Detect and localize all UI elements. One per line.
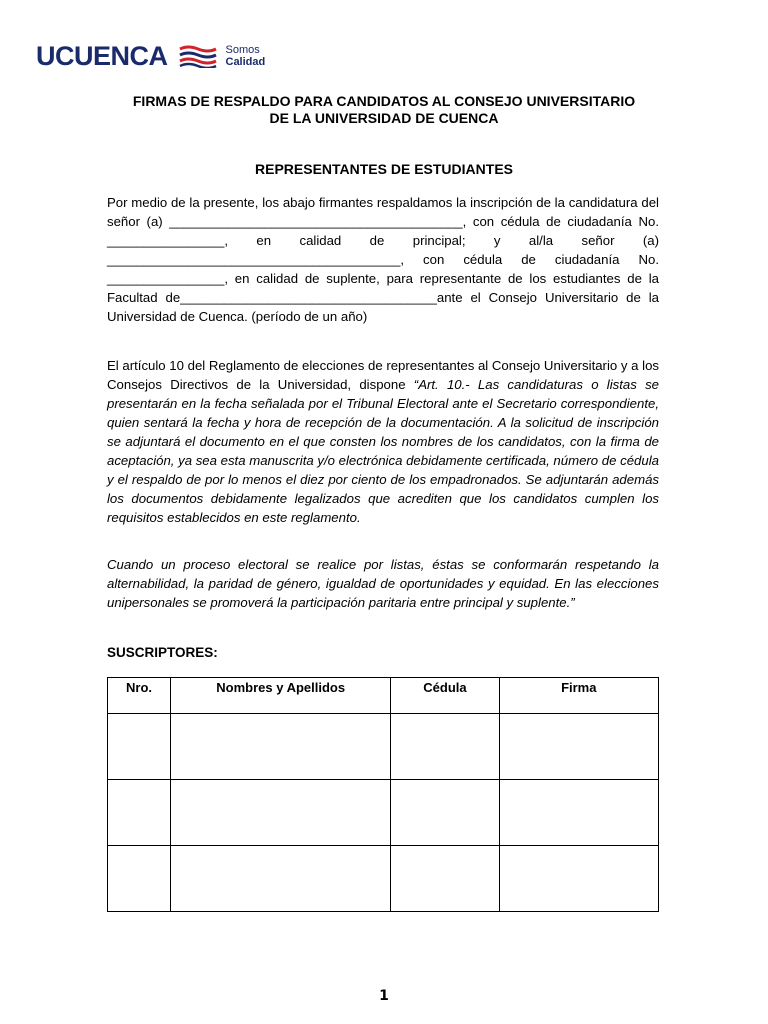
regulation-quote-continued: Cuando un proceso electoral se realice por listas, éstas se conformarán respetando la alternabilidad, la paridad de género, igualdad de oportunidades y equidad. En las elecciones unipersonales se promoverá la participación paritaria entre principal y suplente.”: [107, 557, 659, 610]
title-line2: DE LA UNIVERSIDAD DE CUENCA: [269, 110, 499, 126]
subscribers-heading: SUSCRIPTORES:: [107, 645, 218, 660]
regulation-paragraph: [107, 356, 659, 527]
table-cell[interactable]: [108, 780, 171, 846]
document-title: [100, 93, 668, 127]
table-cell[interactable]: [499, 846, 658, 912]
logo-tagline: [226, 44, 266, 68]
logo-wordmark: UCUENCA: [36, 40, 168, 71]
tagline-line2: Calidad: [225, 56, 266, 68]
flag-waves-icon: [178, 44, 218, 68]
table-cell[interactable]: [391, 846, 499, 912]
table-cell[interactable]: [171, 780, 391, 846]
table-cell[interactable]: [171, 846, 391, 912]
signatures-table: [107, 677, 659, 912]
table-cell[interactable]: [391, 780, 499, 846]
page-number: 1: [379, 988, 389, 1004]
regulation-intro: El artículo 10 del Reglamento de elecciones de representantes al Consejo Universitario y a los Consejos Directivos de la Universidad, dispone: [107, 358, 659, 392]
tagline-line1: Somos: [225, 44, 260, 56]
header-nombres: Nombres y Apellidos: [171, 678, 391, 714]
header-nro: Nro.: [108, 678, 171, 714]
table-cell[interactable]: [499, 780, 658, 846]
table-cell[interactable]: [171, 714, 391, 780]
regulation-quote: “Art. 10.- Las candidaturas o listas se presentarán en la fecha señalada por el Tribunal Electoral ante el Secretario correspondiente, quien sentará la fecha y hora de recepción de la documentación. A la solicitud de inscripción se adjuntará el documento en el que consten los nombres de los candidatos, con la firma de aceptación, ya sea esta manuscrita y/o electrónica debidamente certificada, número de cédula y el respaldo de por lo menos el diez por ciento de los empadronados. Se adjuntarán además los documentos debidamente legalizados que acrediten que los candidatos cumplen los requisitos establecidos en este reglamento.: [107, 377, 660, 525]
table-cell[interactable]: [391, 714, 499, 780]
header-cedula: Cédula: [391, 678, 499, 714]
table-cell[interactable]: [108, 714, 171, 780]
endorsement-paragraph: Por medio de la presente, los abajo firmantes respaldamos la inscripción de la candidatura del señor (a) ________________________________________, con cédula de ciudadanía No. ________________, en calidad de principal; y al/la señor (a) ________________________________________, con cédula de ciudadanía No. ________________, en calidad de suplente, para representante de los estudiantes de la Facultad de___________________________________ante el Consejo Universitario de la Universidad de Cuenca. (período de un año): [107, 195, 659, 324]
header-firma: Firma: [499, 678, 658, 714]
document-subtitle: REPRESENTANTES DE ESTUDIANTES: [255, 161, 513, 177]
university-logo: [36, 40, 265, 72]
table-row: [108, 780, 659, 846]
table-row: [108, 714, 659, 780]
table-cell[interactable]: [499, 714, 658, 780]
table-header-row: [108, 678, 659, 714]
table-cell[interactable]: [108, 846, 171, 912]
title-line1: FIRMAS DE RESPALDO PARA CANDIDATOS AL CONSEJO UNIVERSITARIO: [132, 93, 636, 109]
table-row: [108, 846, 659, 912]
